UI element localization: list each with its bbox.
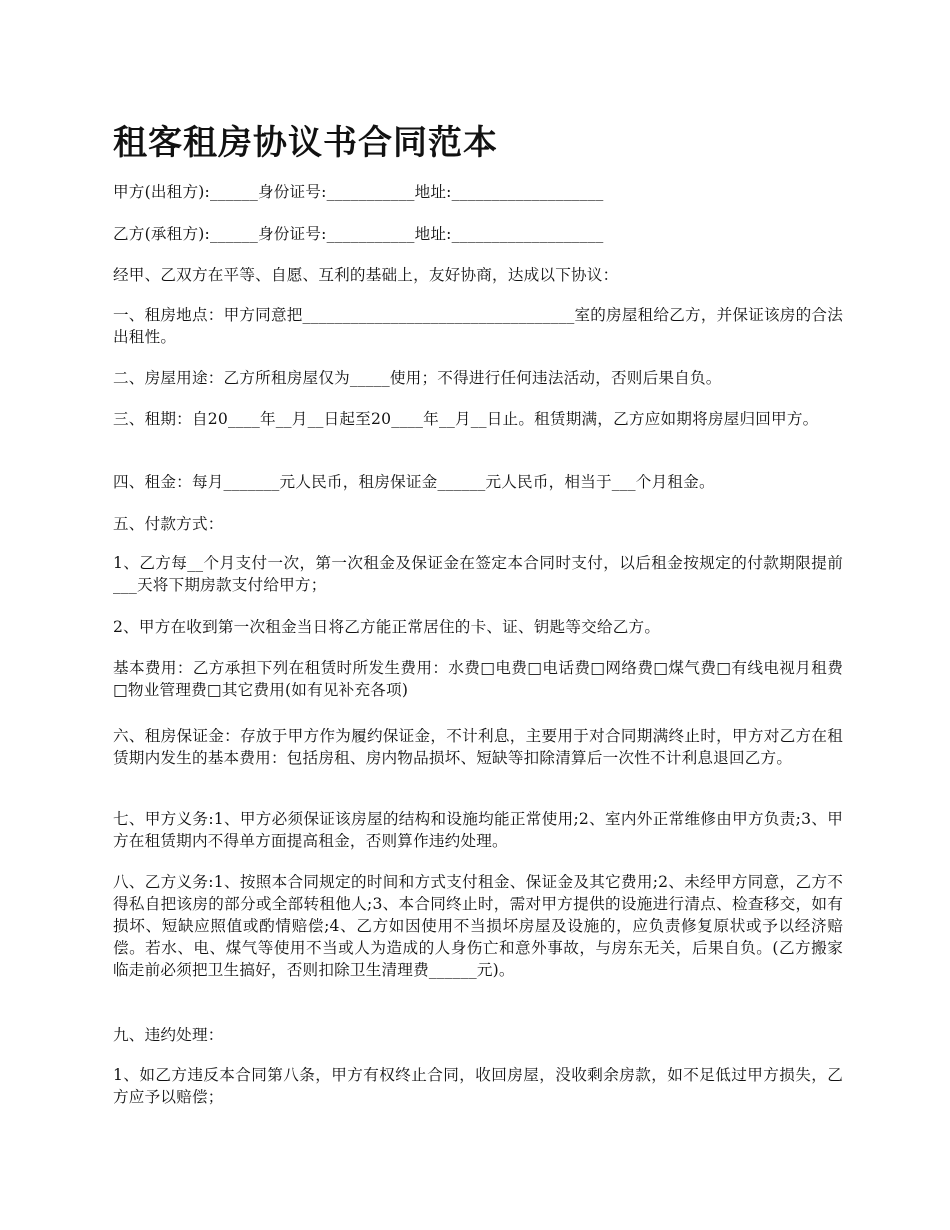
party-a-line: 甲方(出租方):______身份证号:___________地址:___________________ [113,183,604,201]
clause-deposit: 六、租房保证金：存放于甲方作为履约保证金，不计利息，主要用于对合同期满终止时，甲方对乙方在租赁期内发生的基本费用：包括房租、房内物品损坏、短缺等扣除清算后一次性不计利息退回乙方。 [113,727,843,767]
clause-rent: 四、租金：每月_______元人民币，租房保证金______元人民币，相当于___个月租金。 [113,473,715,491]
party-b-line: 乙方(承租方):______身份证号:___________地址:___________________ [113,225,604,243]
clause-tenant-duties: 八、乙方义务:1、按照本合同规定的时间和方式支付租金、保证金及其它费用;2、未经甲方同意，乙方不得私自把该房的部分或全部转租他人;3、本合同终止时，需对甲方提供的设施进行清点、检查移交，如有损坏、短缺应照值或酌情赔偿;4、乙方如因使用不当损坏房屋及设施的，应负责修复原状或予以经济赔偿。若水、电、煤气等使用不当或人为造成的人身伤亡和意外事故，与房东无关，后果自负。(乙方搬家临走前必须把卫生搞好，否则扣除卫生清理费______元)。 [113,873,843,979]
document-title: 租客租房协议书合同范本 [113,123,498,163]
intro-paragraph: 经甲、乙双方在平等、自愿、互利的基础上，友好协商，达成以下协议： [113,266,619,284]
clause-usage: 二、房屋用途：乙方所租房屋仅为_____使用；不得进行任何违法活动，否则后果自负。 [113,369,722,387]
payment-item-1: 1、乙方每__个月支付一次，第一次租金及保证金在签定本合同时支付，以后租金按规定的付款期限提前___天将下期房款支付给甲方； [113,554,843,594]
clause-term: 三、租期：自20____年__月__日起至20____年__月__日止。租赁期满，乙方应如期将房屋归回甲方。 [113,410,819,428]
payment-item-2: 2、甲方在收到第一次租金当日将乙方能正常居住的卡、证、钥匙等交给乙方。 [113,618,661,636]
breach-item-1: 1、如乙方违反本合同第八条，甲方有权终止合同，收回房屋，没收剩余房款，如不足低过甲方损失，乙方应予以赔偿； [113,1066,843,1106]
clause-breach-heading: 九、违约处理： [113,1026,224,1044]
clause-landlord-duties: 七、甲方义务:1、甲方必须保证该房屋的结构和设施均能正常使用;2、室内外正常维修由甲方负责;3、甲方在租赁期内不得单方面提高租金，否则算作违约处理。 [113,810,843,850]
clause-location: 一、租房地点：甲方同意把__________________________________室的房屋租给乙方，并保证该房的合法出租性。 [113,306,843,346]
basic-fees-paragraph: 基本费用：乙方承担下列在租赁时所发生费用：水费□电费□电话费□网络费□煤气费□有线电视月租费□物业管理费□其它费用(如有见补充各项) [113,659,843,699]
clause-payment-heading: 五、付款方式： [113,515,224,533]
